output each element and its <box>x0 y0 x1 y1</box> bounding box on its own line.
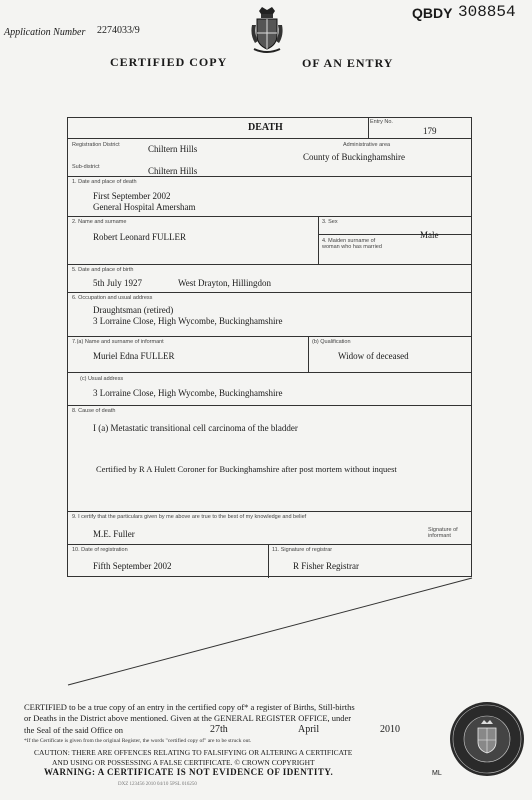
small-code: DXZ 123456 2010 04/10 5PSL 016250 <box>118 782 197 787</box>
registration-district-label: Registration District <box>72 142 120 148</box>
field-9-label: 9. I certify that the particulars given by me above are true to the best of my knowledge and belief <box>72 514 307 520</box>
field-7a-label: 7.(a) Name and surname of informant <box>72 339 164 345</box>
place-of-death: General Hospital Amersham <box>93 202 196 212</box>
administrative-area-label: Administrative area <box>343 142 391 148</box>
entry-no: 179 <box>423 126 437 136</box>
serial-prefix: QBDY <box>412 5 453 21</box>
caution-line-1: CAUTION: THERE ARE OFFENCES RELATING TO FALSIFYING OR ALTERING A CERTIFICATE <box>34 748 353 757</box>
field-7b-label: (b) Qualification <box>312 339 351 345</box>
field-4-label: 4. Maiden surname of woman who has married <box>322 238 382 250</box>
gro-seal-icon <box>448 700 526 778</box>
field-1-label: 1. Date and place of death <box>72 179 137 185</box>
field-7c-label: (c) Usual address <box>80 376 124 382</box>
footer-year: 2010 <box>380 724 400 735</box>
application-number: 2274033/9 <box>97 25 140 36</box>
application-number-label: Application Number <box>4 27 86 38</box>
form-heading: DEATH <box>248 122 283 133</box>
caution-line-2: AND USING OR POSSESSING A FALSE CERTIFICATE. © CROWN COPYRIGHT <box>52 758 315 767</box>
signature-of-informant-label: Signature of informant <box>428 527 458 539</box>
footer-line-1: CERTIFIED to be a true copy of an entry in the certified copy of* a register of Births, Still-births <box>24 702 355 712</box>
serial-number: 308854 <box>458 3 516 21</box>
date-of-registration: Fifth September 2002 <box>93 561 172 571</box>
title-right: OF AN ENTRY <box>302 56 394 70</box>
occupation: Draughtsman (retired) <box>93 305 174 315</box>
field-8-label: 8. Cause of death <box>72 408 116 414</box>
field-6-label: 6. Occupation and usual address <box>72 295 153 301</box>
informant-address: 3 Lorraine Close, High Wycombe, Buckinghamshire <box>93 388 283 398</box>
footer-day: 27th <box>210 724 228 735</box>
registration-district: Chiltern Hills <box>148 144 198 154</box>
sex: Male <box>420 230 439 240</box>
usual-address: 3 Lorraine Close, High Wycombe, Buckinghamshire <box>93 316 283 326</box>
warning-line: WARNING: A CERTIFICATE IS NOT EVIDENCE OF IDENTITY. <box>44 767 334 777</box>
sub-district-label: Sub-district <box>72 164 100 170</box>
field-5-label: 5. Date and place of birth <box>72 267 134 273</box>
administrative-area: County of Buckinghamshire <box>303 152 405 162</box>
informant-name: Muriel Edna FULLER <box>93 351 175 361</box>
field-3-label: 3. Sex <box>322 219 338 225</box>
field-2-label: 2. Name and surname <box>72 219 127 225</box>
footer-line-2: or Deaths in the District above mentioned. Given at the GENERAL REGISTER OFFICE, under <box>24 713 352 723</box>
field-10-label: 10. Date of registration <box>72 547 128 553</box>
footer-month: April <box>298 724 320 735</box>
ml-mark: ML <box>432 770 442 777</box>
place-of-birth: West Drayton, Hillingdon <box>178 278 272 288</box>
field-11-label: 11. Signature of registrar <box>272 547 333 553</box>
footer-note: *If the Certificate is given from the original Register, the words "certified copy of" are to be struck out. <box>24 738 252 744</box>
cause-of-death: I (a) Metastatic transitional cell carcinoma of the bladder <box>93 423 298 433</box>
informant-qualification: Widow of deceased <box>338 351 409 361</box>
date-of-birth: 5th July 1927 <box>93 278 143 288</box>
entry-no-label: Entry No. <box>370 119 393 125</box>
registrar-signature: R Fisher Registrar <box>293 561 359 571</box>
name-of-deceased: Robert Leonard FULLER <box>93 232 186 242</box>
certified-by: Certified by R A Hulett Coroner for Buckinghamshire after post mortem without inquest <box>96 464 397 474</box>
date-of-death: First September 2002 <box>93 191 171 201</box>
informant-signature: M.E. Fuller <box>93 529 135 539</box>
sub-district: Chiltern Hills <box>148 166 198 176</box>
title-left: CERTIFIED COPY <box>110 55 228 69</box>
footer-line-3: the Seal of the said Office on <box>24 725 123 735</box>
